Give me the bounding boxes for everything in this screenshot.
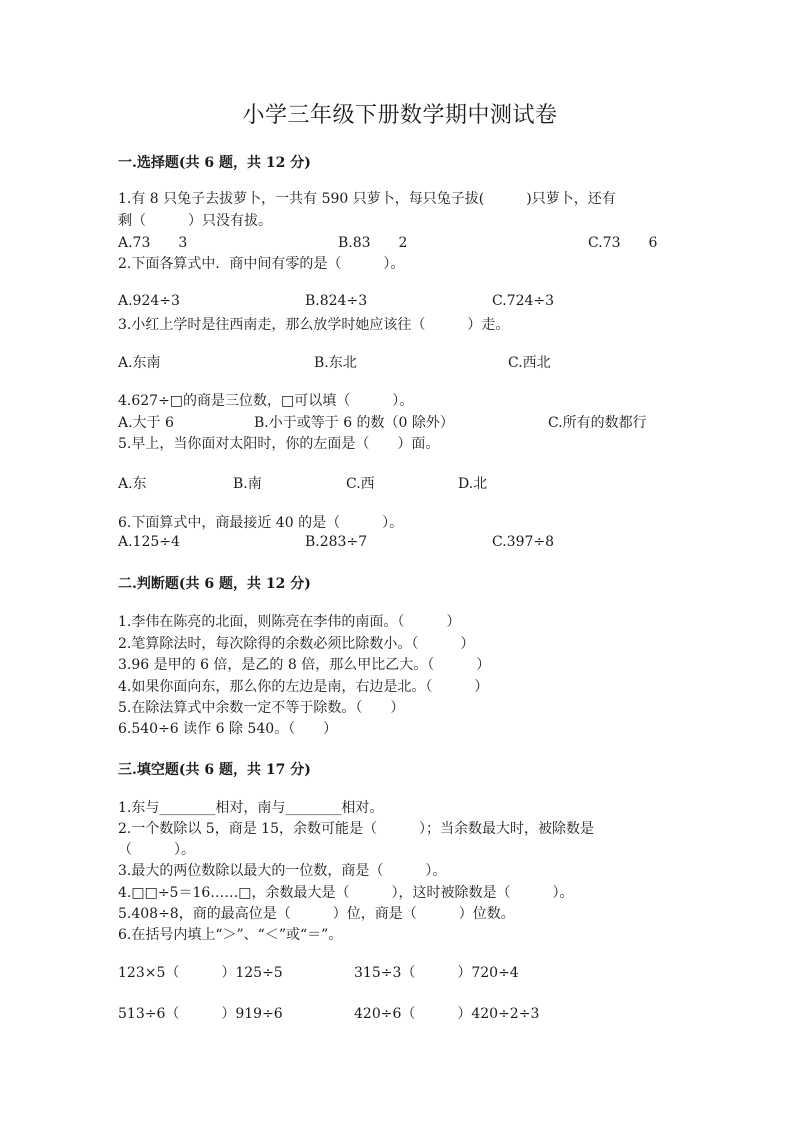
list-item: （ ）。	[118, 842, 195, 858]
list-item: 4.如果你面向东，那么你的左边是南，右边是北。（ ）	[118, 679, 489, 695]
question-text: 4.627÷□的商是三位数，□可以填（ ）。	[118, 393, 414, 409]
option-c: C.所有的数都行	[548, 415, 647, 431]
option-a: A.东	[118, 476, 147, 492]
option-a: A.大于 6	[118, 415, 174, 431]
question-text: 2.下面各算式中．商中间有零的是（ ）。	[118, 256, 405, 272]
option-a: A.924÷3	[118, 293, 180, 309]
option-a: A.东南	[118, 355, 161, 371]
question-text: 3.小红上学时是往西南走，那么放学时她应该往（ ）走。	[118, 317, 510, 333]
option-b: B.83 2	[338, 235, 408, 251]
option-c: C.西北	[508, 355, 551, 371]
list-item: 3.96 是甲的 6 倍，是乙的 8 倍，那么甲比乙大。（ ）	[118, 657, 491, 673]
option-a: A.125÷4	[118, 534, 180, 550]
section-heading-judge: 二.判断题(共 6 题，共 12 分)	[118, 576, 311, 592]
section-heading-choice: 一.选择题(共 6 题，共 12 分)	[118, 155, 311, 171]
list-item: 5.在除法算式中余数一定不等于除数。（ ）	[118, 700, 405, 716]
section-heading-fill: 三.填空题(共 6 题，共 17 分)	[118, 762, 311, 778]
option-b: B.小于或等于 6 的数（0 除外）	[254, 415, 454, 431]
list-item: 2.一个数除以 5，商是 15，余数可能是（ ）；当余数最大时，被除数是	[118, 821, 594, 837]
list-item: 1.李伟在陈亮的北面，则陈亮在李伟的南面。（ ）	[118, 614, 461, 630]
page-title: 小学三年级下册数学期中测试卷	[242, 103, 558, 128]
list-item: 6.540÷6 读作 6 除 540。（ ）	[118, 721, 338, 737]
list-item: 5.408÷8，商的最高位是（ ）位，商是（ ）位数。	[118, 906, 515, 922]
question-text: 6.下面算式中，商最接近 40 的是（ ）。	[118, 515, 404, 531]
list-item: 2.笔算除法时，每次除得的余数必须比除数小。（ ）	[118, 636, 475, 652]
list-item: 4.□□÷5＝16……□，余数最大是（ ），这时被除数是（ ）。	[118, 885, 574, 901]
option-c: C.73 6	[588, 235, 658, 251]
list-item: 1.东与________相对，南与________相对。	[118, 800, 384, 816]
option-c: C.西	[346, 476, 375, 492]
option-b: B.东北	[314, 355, 357, 371]
list-item: 6.在括号内填上“＞”、“＜”或“＝”。	[118, 927, 343, 943]
list-item: 3.最大的两位数除以最大的一位数，商是（ ）。	[118, 863, 447, 879]
question-text: 1.有 8 只兔子去拔萝卜，一共有 590 只萝卜，每只兔子拔( )只萝卜，还有	[118, 191, 616, 207]
compare-item: 123×5（ ）125÷5	[118, 965, 283, 981]
option-b: B.南	[233, 476, 262, 492]
option-c: C.724÷3	[492, 293, 555, 309]
question-text: 5.早上，当你面对太阳时，你的左面是（ ）面。	[118, 436, 440, 452]
compare-item: 315÷3（ ）720÷4	[354, 965, 519, 981]
option-c: C.397÷8	[492, 534, 555, 550]
compare-item: 513÷6（ ）919÷6	[118, 1006, 283, 1022]
option-d: D.北	[458, 476, 488, 492]
question-text: 剩（ ）只没有拔。	[118, 213, 272, 229]
option-b: B.824÷3	[305, 293, 368, 309]
compare-item: 420÷6（ ）420÷2÷3	[354, 1006, 540, 1022]
option-a: A.73 3	[118, 235, 188, 251]
option-b: B.283÷7	[305, 534, 368, 550]
